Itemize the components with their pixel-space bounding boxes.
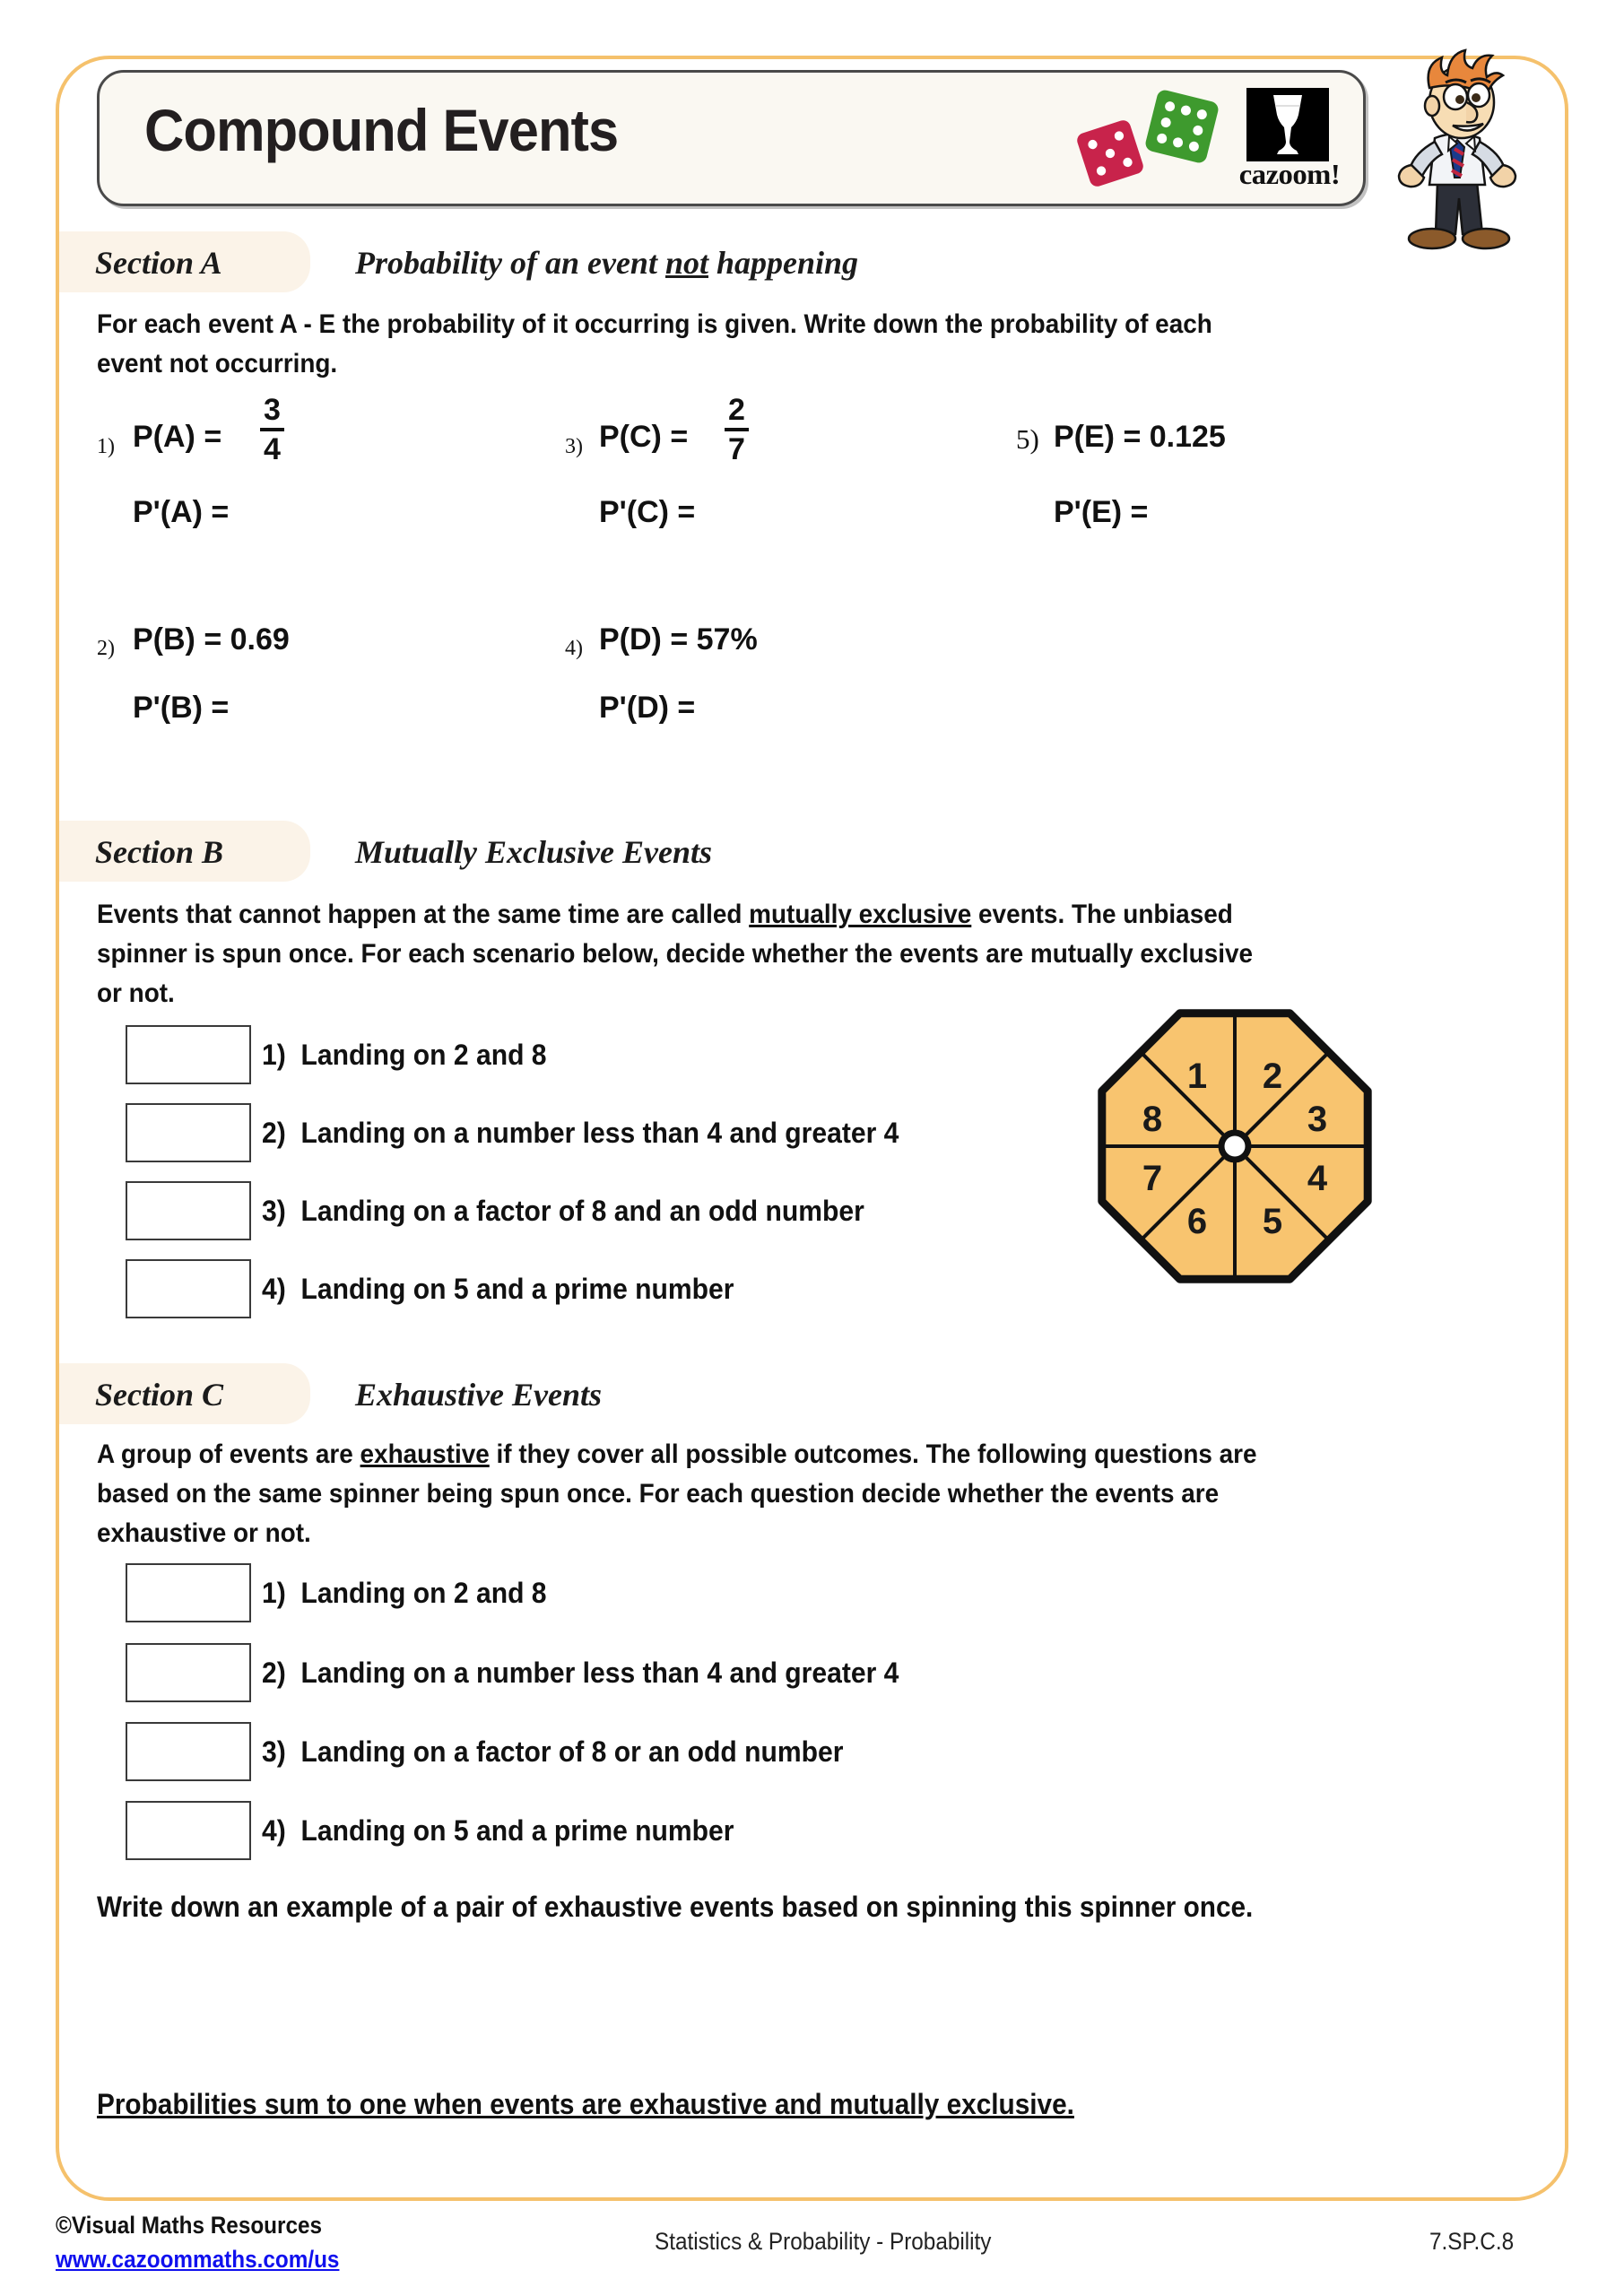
section-c-intro-post: if they cover all possible outcomes. The following questions are <box>489 1439 1257 1469</box>
section-b-item-1 <box>262 1039 547 1072</box>
section-c-item-3 <box>262 1735 843 1769</box>
section-b-item-1-number: 1) <box>262 1039 286 1071</box>
section-c-answer-box-3[interactable] <box>126 1722 251 1781</box>
section-b-item-3-text: Landing on a factor of 8 and an odd number <box>300 1195 864 1227</box>
red-die-icon <box>1072 115 1149 192</box>
section-b-answer-box-2[interactable] <box>126 1103 251 1162</box>
section-b-intro-line3: or not. <box>97 978 175 1008</box>
page-title: Compound Events <box>144 97 619 163</box>
section-c-answer-box-1[interactable] <box>126 1563 251 1622</box>
section-c-answer-box-4[interactable] <box>126 1801 251 1860</box>
question-2-answer-prompt[interactable]: P'(B) = <box>133 691 230 725</box>
footer-url-link[interactable]: www.cazoommaths.com/us <box>56 2246 340 2273</box>
question-5-expression: P(E) = 0.125 <box>1054 420 1226 454</box>
section-c-item-1-text: Landing on 2 and 8 <box>300 1577 547 1609</box>
section-c-intro-underlined: exhaustive <box>360 1439 490 1469</box>
section-c-item-4-number: 4) <box>262 1814 286 1847</box>
section-b-item-2 <box>262 1117 899 1150</box>
cazoom-logo <box>1236 88 1343 194</box>
question-1-denominator: 4 <box>264 432 281 466</box>
goblet-icon <box>1270 91 1306 158</box>
spinner-sector-5: 5 <box>1262 1202 1283 1241</box>
question-1-answer-prompt[interactable]: P'(A) = <box>133 495 230 529</box>
section-c-write-prompt: Write down an example of a pair of exhaustive events based on spinning this spinner once. <box>97 1891 1254 1923</box>
section-a-title <box>355 244 858 282</box>
section-a-instruction-line1: For each event A - E the probability of it occurring is given. Write down the probability of each <box>97 309 1212 339</box>
question-1-number: 1) <box>97 435 115 458</box>
question-5-number: 5) <box>1016 423 1039 455</box>
section-c-item-2-text: Landing on a number less than 4 and greater 4 <box>300 1657 899 1689</box>
section-a-label: Section A <box>95 245 222 281</box>
section-b-answer-box-1[interactable] <box>126 1025 251 1084</box>
spinner-sector-8: 8 <box>1142 1100 1163 1139</box>
section-c-item-3-text: Landing on a factor of 8 or an odd number <box>300 1735 844 1768</box>
section-b-item-4-number: 4) <box>262 1273 286 1305</box>
spinner-sector-4: 4 <box>1307 1159 1328 1198</box>
section-a-instruction <box>97 305 1448 384</box>
section-c-item-3-number: 3) <box>262 1735 286 1768</box>
question-3-numerator: 2 <box>728 393 745 427</box>
section-c-intro <box>97 1435 1489 1553</box>
section-b-intro-underlined: mutually exclusive <box>749 900 972 929</box>
section-b-intro-post: events. The unbiased <box>971 900 1233 929</box>
section-c-intro-line2: based on the same spinner being spun once. For each question decide whether the events are <box>97 1479 1220 1509</box>
section-a-title-underlined: not <box>664 245 708 281</box>
spinner-sector-1: 1 <box>1186 1057 1208 1096</box>
section-b-title: Mutually Exclusive Events <box>355 834 713 870</box>
section-c-item-1 <box>262 1577 547 1610</box>
section-c-item-4-text: Landing on 5 and a prime number <box>300 1814 734 1847</box>
question-1-fraction <box>260 395 284 465</box>
section-c-label: Section C <box>95 1377 224 1413</box>
section-b-item-2-text: Landing on a number less than 4 and greater 4 <box>300 1117 899 1149</box>
section-c-title: Exhaustive Events <box>355 1377 603 1413</box>
fraction-bar <box>725 428 749 431</box>
question-2-expression: P(B) = 0.69 <box>133 622 290 657</box>
question-1-expression: P(A) = <box>133 420 222 454</box>
spinner-sector-3: 3 <box>1307 1100 1328 1139</box>
question-3-number: 3) <box>565 435 583 458</box>
section-b-item-2-number: 2) <box>262 1117 286 1149</box>
fraction-bar <box>260 428 284 431</box>
section-c-item-1-number: 1) <box>262 1577 286 1609</box>
spinner-sector-6: 6 <box>1186 1202 1208 1241</box>
section-b-intro-line2: spinner is spun once. For each scenario below, decide whether the events are mutually exclusive <box>97 939 1254 969</box>
section-b-item-4 <box>262 1273 734 1306</box>
section-c-item-2 <box>262 1657 899 1690</box>
section-b-item-3-number: 3) <box>262 1195 286 1227</box>
section-a-instruction-line2: event not occurring. <box>97 349 338 378</box>
section-b-item-1-text: Landing on 2 and 8 <box>300 1039 547 1071</box>
question-4-number: 4) <box>565 637 583 660</box>
section-c-intro-pre: A group of events are <box>97 1439 360 1469</box>
section-c-intro-line3: exhaustive or not. <box>97 1518 311 1548</box>
section-b-item-4-text: Landing on 5 and a prime number <box>300 1273 734 1305</box>
question-4-expression: P(D) = 57% <box>599 622 758 657</box>
question-3-denominator: 7 <box>728 432 745 466</box>
section-b-answer-box-4[interactable] <box>126 1259 251 1318</box>
section-c-header <box>59 1363 1568 1424</box>
section-b-header <box>59 821 1568 882</box>
section-c-item-4 <box>262 1814 734 1848</box>
spinner-sector-7: 7 <box>1142 1159 1163 1198</box>
green-die-icon <box>1141 85 1223 168</box>
question-5-answer-prompt[interactable]: P'(E) = <box>1054 495 1149 529</box>
section-c-answer-box-2[interactable] <box>126 1643 251 1702</box>
section-a-title-post: happening <box>708 245 859 281</box>
key-fact-note: Probabilities sum to one when events are exhaustive and mutually exclusive. <box>97 2088 1074 2120</box>
footer-topic: Statistics & Probability - Probability <box>655 2228 992 2255</box>
question-1-numerator: 3 <box>264 393 281 427</box>
mascot-teacher-icon <box>1381 43 1533 254</box>
question-4-answer-prompt[interactable]: P'(D) = <box>599 691 696 725</box>
section-b-answer-box-3[interactable] <box>126 1181 251 1240</box>
section-a-title-pre: Probability of an event <box>355 245 665 281</box>
logo-wordmark: cazoom! <box>1238 158 1341 190</box>
footer-copyright: ©Visual Maths Resources <box>56 2212 323 2239</box>
section-a-header <box>59 231 1568 292</box>
section-c-item-2-number: 2) <box>262 1657 286 1689</box>
section-b-intro-pre: Events that cannot happen at the same time are called <box>97 900 750 929</box>
octagonal-spinner-diagram <box>1081 996 1390 1296</box>
spinner-sector-2: 2 <box>1262 1057 1283 1096</box>
question-3-answer-prompt[interactable]: P'(C) = <box>599 495 696 529</box>
footer-standard-code: 7.SP.C.8 <box>1429 2228 1515 2255</box>
question-3-fraction <box>725 395 749 465</box>
spinner-hub <box>1221 1133 1248 1160</box>
question-3-expression: P(C) = <box>599 420 689 454</box>
section-b-item-3 <box>262 1195 864 1228</box>
section-b-label: Section B <box>95 834 224 870</box>
question-2-number: 2) <box>97 637 115 660</box>
